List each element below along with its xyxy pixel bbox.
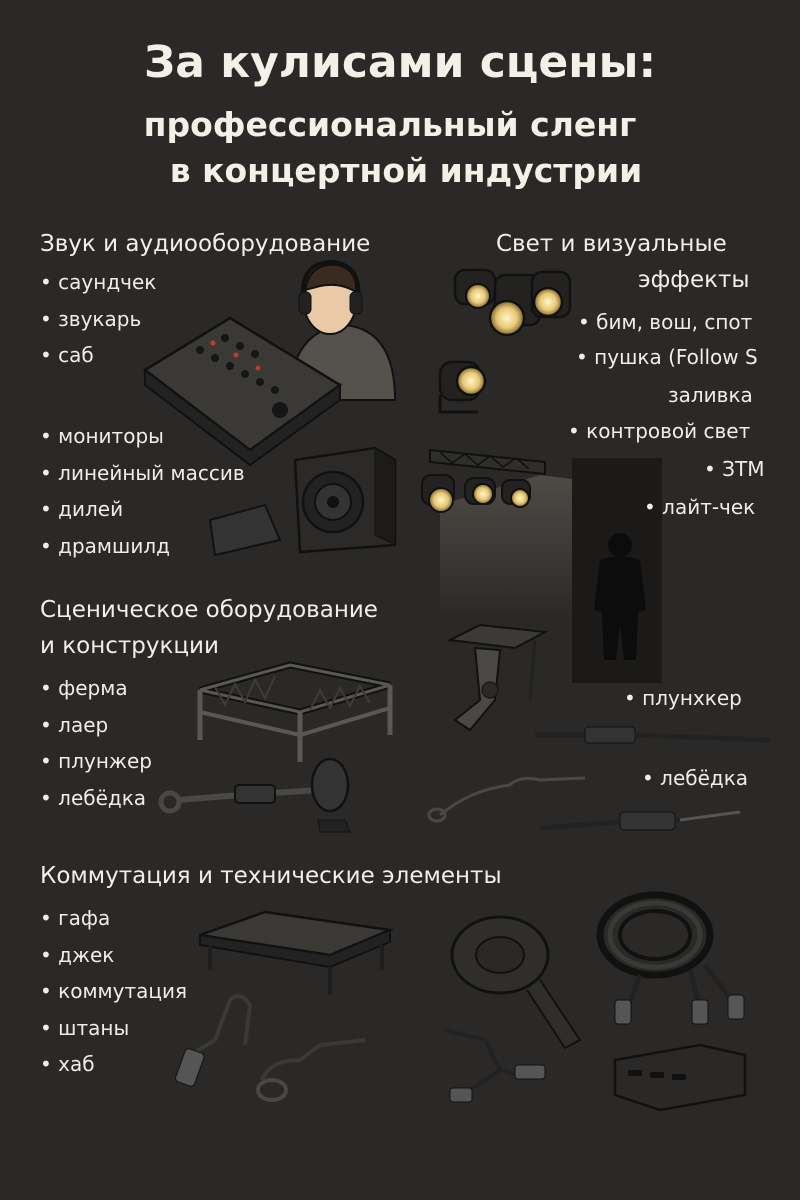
list-item: • драмшилд xyxy=(40,528,245,565)
light-section-heading-line2: эффекты xyxy=(638,267,750,293)
usb-hub-icon xyxy=(615,1045,745,1110)
list-item: • саб xyxy=(40,337,156,374)
stage-riser-icon xyxy=(450,625,545,730)
cabling-section-heading: Коммутация и технические элементы xyxy=(40,863,502,889)
subwoofer-icon xyxy=(295,448,395,552)
list-item: • коммутация xyxy=(40,973,187,1010)
sound-section-heading: Звук и аудиооборудование xyxy=(40,231,371,257)
stage-section-heading: Сценическое оборудование xyxy=(40,597,378,623)
stage-section-heading-line2: и конструкции xyxy=(40,633,219,659)
list-item: • бим, вош, спот xyxy=(578,310,752,334)
cable-coil-icon xyxy=(600,895,744,1024)
list-item: • дилей xyxy=(40,491,245,528)
list-item: • мониторы xyxy=(40,418,245,455)
list-item: • гафа xyxy=(40,900,187,937)
list-item: • хаб xyxy=(40,1046,187,1083)
platform-icon xyxy=(200,912,390,995)
sound-list-top xyxy=(40,264,156,374)
list-item: • лебёдка xyxy=(40,780,152,817)
list-item: • штаны xyxy=(40,1010,187,1047)
silhouette-icon xyxy=(572,458,662,683)
page-subtitle-line1: профессиональный сленг xyxy=(143,105,637,144)
y-cable-icon xyxy=(174,996,545,1102)
list-item: • линейный массив xyxy=(40,455,245,492)
list-item: • лебёдка xyxy=(642,766,748,790)
light-section-heading: Свет и визуальные xyxy=(496,231,727,257)
spotlight-cluster-icon xyxy=(455,270,570,335)
page-subtitle-line2: в концертной индустрии xyxy=(169,151,643,190)
list-item: • контровой свет xyxy=(568,419,750,443)
winch-hook-icon xyxy=(161,759,350,832)
list-item: • ЗТМ xyxy=(704,457,764,481)
list-item-continuation: заливка xyxy=(668,383,753,407)
list-item: • саундчек xyxy=(40,264,156,301)
stage-list xyxy=(40,670,152,816)
gaffer-tape-icon xyxy=(452,917,580,1048)
spotlight-icon xyxy=(440,362,485,412)
list-item: • пушка (Follow S xyxy=(576,345,800,369)
truss-icon xyxy=(200,665,390,762)
cabling-list xyxy=(40,900,187,1083)
sound-list-bottom xyxy=(40,418,245,564)
list-item: • лайт-чек xyxy=(644,495,755,519)
list-item: • джек xyxy=(40,937,187,974)
list-item: • звукарь xyxy=(40,301,156,338)
light-truss-icon xyxy=(422,450,580,620)
list-item: • плунжер xyxy=(40,743,152,780)
list-item: • плунхкер xyxy=(624,686,742,710)
list-item: • лаер xyxy=(40,707,152,744)
list-item: • ферма xyxy=(40,670,152,707)
page-title: За кулисами сцены: xyxy=(143,37,657,88)
